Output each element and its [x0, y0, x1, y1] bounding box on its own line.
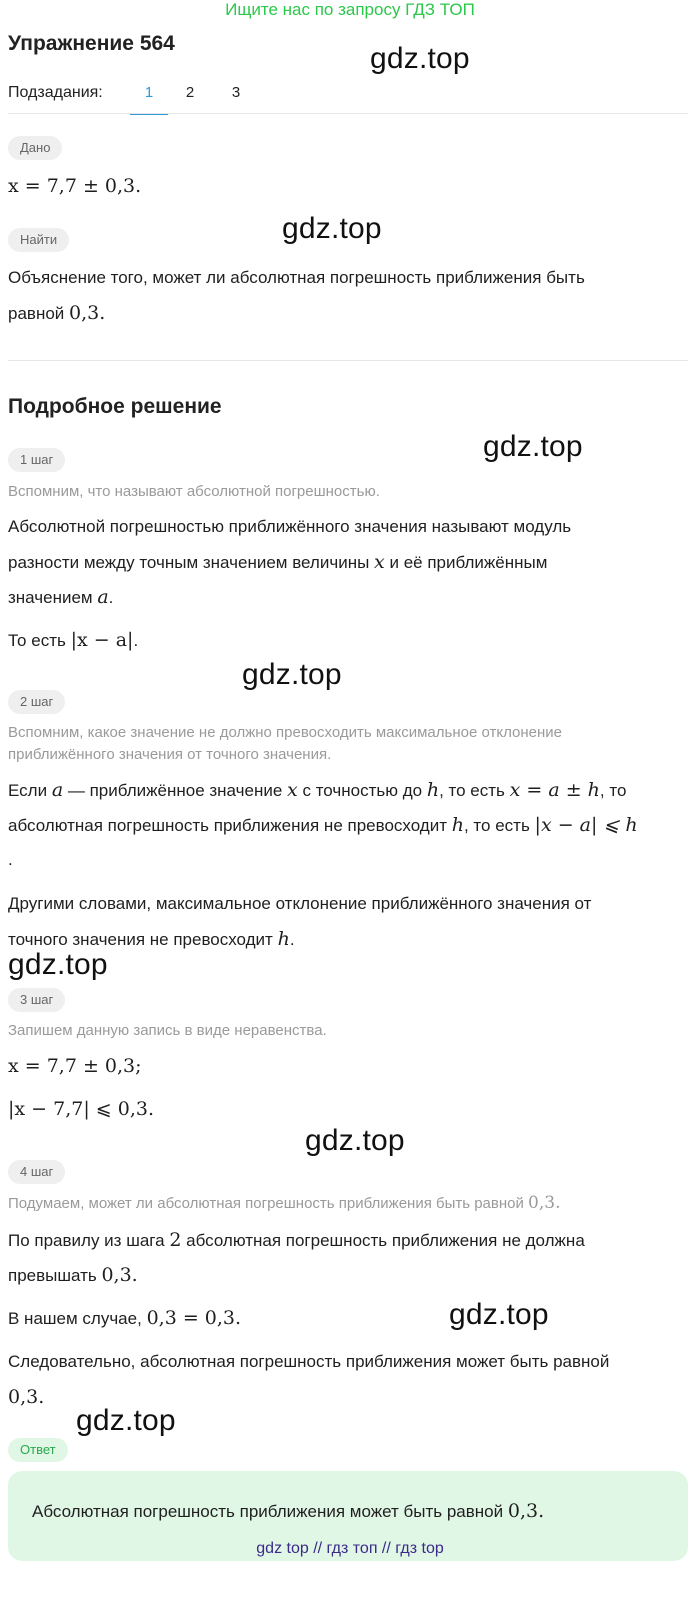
text-fragment: точного значения не превосходит [8, 930, 273, 949]
given-math: x = 7,7 ± 0,3. [8, 175, 142, 197]
text-fragment: . [108, 588, 114, 607]
step4-line4: Следовательно, абсолютная погрешность приближения может быть равной [8, 1352, 610, 1371]
math-expr: 0,3. [507, 1500, 545, 1522]
math-expr: |x − a| [70, 629, 134, 651]
step2-line4: Другими словами, максимальное отклонение приближённого значения от [8, 894, 592, 913]
tab-subtask-2[interactable]: 2 [185, 84, 195, 101]
math-var: h [277, 928, 290, 950]
tab-subtask-1[interactable]: 1 [144, 84, 154, 101]
step2-line1 [8, 772, 688, 809]
math-var: x [374, 551, 385, 573]
math-var: a [51, 779, 64, 801]
math-number: 2 [169, 1229, 182, 1251]
step4-line1 [8, 1222, 688, 1259]
text-fragment: Подумаем, может ли абсолютная погрешность приближения быть равной [8, 1195, 524, 1212]
step1-line2 [8, 544, 688, 581]
text-fragment: — приближённое значение [67, 781, 283, 800]
math-expr: |x − a| ⩽ h [534, 814, 638, 836]
text-fragment: . [289, 930, 295, 949]
math-expr: 0,3 = 0,3. [146, 1307, 242, 1329]
math-var: x [287, 779, 298, 801]
step1-line1: Абсолютной погрешностью приближённого значения называют модуль [8, 517, 572, 536]
watermark: gdz.top [76, 1404, 176, 1437]
step2-line3: . [8, 850, 13, 869]
step4-line3 [8, 1300, 688, 1337]
watermark: gdz.top [483, 430, 583, 463]
watermark: gdz.top [370, 42, 470, 75]
text-fragment: абсолютная погрешность приближения не должна [186, 1231, 585, 1250]
text-fragment: То есть [8, 631, 66, 650]
text-fragment: значением [8, 588, 93, 607]
step3-badge: 3 шаг [8, 988, 65, 1012]
step4-line5: 0,3. [8, 1386, 45, 1408]
step3-math1: x = 7,7 ± 0,3; [8, 1055, 142, 1077]
text-fragment: Абсолютная погрешность приближения может быть равной [32, 1502, 504, 1521]
watermark: gdz.top [242, 658, 342, 691]
given-badge: Дано [8, 136, 62, 160]
answer-text [32, 1493, 544, 1530]
text-fragment: , то есть [463, 816, 530, 835]
step3-math2: |x − 7,7| ⩽ 0,3. [8, 1098, 154, 1120]
step2-hint-line1: Вспомним, какое значение не должно превосходить максимальное отклонение [8, 724, 562, 741]
divider [8, 113, 688, 114]
answer-badge: Ответ [8, 1438, 68, 1462]
find-math: 0,3. [69, 302, 106, 324]
watermark: gdz.top [305, 1124, 405, 1157]
text-fragment: с точностью до [302, 781, 423, 800]
math-expr: 0,3. [528, 1193, 561, 1213]
text-fragment: и её приближённым [389, 553, 548, 572]
text-fragment: разности между точным значением величины [8, 553, 370, 572]
solution-title: Подробное решение [8, 395, 222, 418]
math-var: h [451, 814, 464, 836]
watermark: gdz.top [282, 212, 382, 245]
subtasks-label: Подзадания: [8, 84, 103, 101]
tab-subtask-3[interactable]: 3 [231, 84, 241, 101]
step2-line2 [8, 807, 688, 844]
step1-badge: 1 шаг [8, 448, 65, 472]
step2-hint-line2: приближённого значения от точного значения. [8, 746, 332, 763]
step1-line4 [8, 622, 688, 659]
step3-hint: Запишем данную запись в виде неравенства. [8, 1022, 327, 1039]
page-title: Упражнение 564 [8, 32, 175, 55]
find-text-line2 [8, 295, 688, 332]
step1-line3 [8, 579, 688, 616]
text-fragment: В нашем случае, [8, 1309, 142, 1328]
step4-hint [8, 1192, 688, 1215]
find-text-line1: Объяснение того, может ли абсолютная погрешность приближения быть [8, 268, 585, 287]
text-fragment: Если [8, 781, 48, 800]
search-banner: Ищите нас по запросу ГДЗ ТОП [225, 0, 475, 19]
text-fragment: , то есть [439, 781, 505, 800]
divider [8, 360, 688, 361]
text-fragment: , то [599, 781, 627, 800]
step4-line2 [8, 1257, 688, 1294]
step4-badge: 4 шаг [8, 1160, 65, 1184]
footer-links[interactable]: gdz top // гдз топ // гдз top [256, 1540, 444, 1557]
watermark: gdz.top [8, 948, 108, 981]
math-var: a [97, 586, 109, 608]
text-fragment: превышать [8, 1266, 97, 1285]
step2-badge: 2 шаг [8, 690, 65, 714]
find-badge: Найти [8, 228, 69, 252]
text-fragment: По правилу из шага [8, 1231, 165, 1250]
text-fragment: . [133, 631, 139, 650]
text-fragment: абсолютная погрешность приближения не превосходит [8, 816, 447, 835]
math-var: h [426, 779, 440, 801]
math-expr: 0,3. [101, 1264, 138, 1286]
step1-hint: Вспомним, что называют абсолютной погрешностью. [8, 483, 380, 500]
math-expr: x = a ± h [509, 779, 600, 801]
watermark: gdz.top [449, 1298, 549, 1331]
step2-line5 [8, 921, 688, 958]
find-text-prefix: равной [8, 304, 65, 323]
